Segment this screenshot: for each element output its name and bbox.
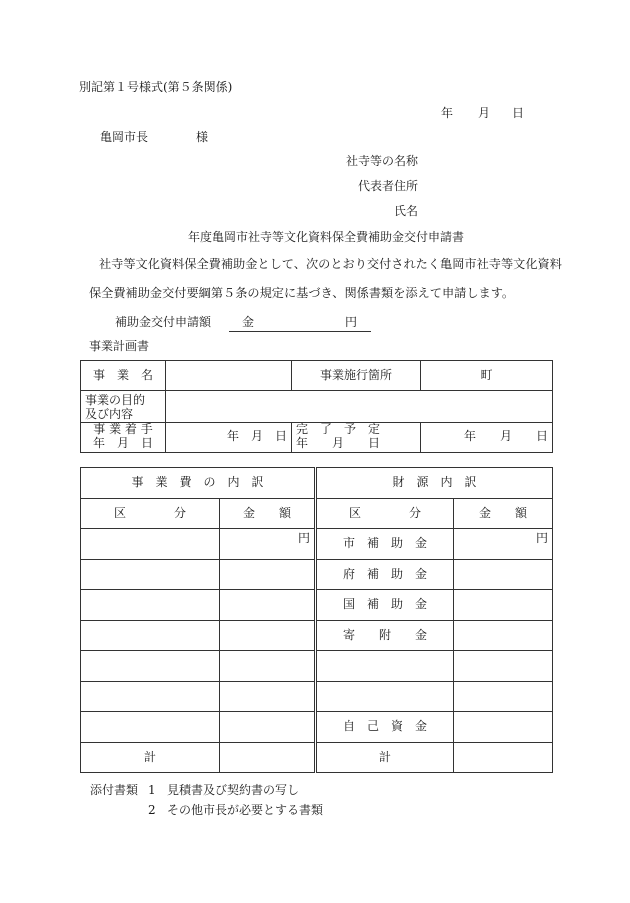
amount-prefix: 金 [242, 315, 255, 329]
amount-unit: 円 [345, 315, 358, 329]
attachment-2-text: その他市長が必要とする書類 [167, 803, 324, 817]
cost-category-cell[interactable] [81, 651, 220, 682]
rep-address-label: 代表者住所 [357, 179, 418, 193]
cost-category-cell[interactable] [81, 712, 220, 743]
cost-amount-header: 金 額 [220, 499, 316, 529]
end-date-cell[interactable]: 年 月 日 [421, 422, 553, 452]
location-cell[interactable] [421, 361, 553, 391]
source-prefecture-subsidy: 府 補 助 金 [316, 560, 454, 590]
source-category-header: 区 分 [316, 499, 454, 529]
cost-total-cell[interactable] [220, 743, 316, 773]
purpose-label [81, 391, 166, 423]
cost-amount-cell[interactable] [220, 529, 316, 560]
project-name-label: 事 業 名 [81, 361, 166, 391]
source-amount-cell[interactable] [454, 682, 553, 712]
cost-amount-cell[interactable] [220, 560, 316, 590]
cost-amount-cell[interactable] [220, 621, 316, 651]
cost-amount-cell[interactable] [220, 712, 316, 743]
amount-label: 補助金交付申請額 [115, 315, 212, 329]
cost-category-cell[interactable] [81, 560, 220, 590]
source-donation: 寄 附 金 [316, 621, 454, 651]
purpose-label-line1: 事業の目的 [85, 393, 146, 407]
purpose-cell[interactable] [166, 391, 553, 423]
addressee-name: 亀岡市長 [100, 130, 149, 144]
budget-table [80, 467, 553, 773]
source-amount-cell[interactable] [454, 590, 553, 621]
source-total-label: 計 [316, 743, 454, 773]
cost-category-cell[interactable] [81, 682, 220, 712]
source-city-subsidy: 市 補 助 金 [316, 529, 454, 560]
form-label: 別記第１号様式(第５条関係) [79, 80, 233, 94]
start-label-line2: 年 月 日 [92, 436, 153, 451]
plan-heading: 事業計画書 [89, 339, 150, 353]
attachment-1-no: 1 [148, 783, 156, 797]
source-amount-header: 金 額 [454, 499, 553, 529]
plan-table [80, 360, 553, 453]
document-title: 年度亀岡市社寺等文化資料保全費補助金交付申請書 [188, 230, 465, 244]
start-label-line1: 事 業 着 手 [93, 422, 153, 437]
cost-category-cell[interactable] [81, 529, 220, 560]
addressee-honorific: 様 [196, 130, 209, 144]
cost-amount-cell[interactable] [220, 590, 316, 621]
cost-amount-cell[interactable] [220, 651, 316, 682]
source-category-cell[interactable] [316, 682, 454, 712]
yen-unit: 円 [536, 531, 549, 545]
start-date-cell[interactable]: 年 月 日 [166, 422, 292, 452]
location-label: 事業施行箇所 [292, 361, 421, 391]
body-text-line2: 保全費補助金交付要綱第５条の規定に基づき、関係書類を添えて申請します。 [89, 286, 515, 300]
source-amount-cell[interactable] [454, 529, 553, 560]
end-label-line2: 年 月 日 [296, 436, 381, 451]
applicant-name-label: 氏名 [393, 204, 418, 218]
location-unit: 町 [480, 367, 493, 382]
yen-unit: 円 [298, 531, 311, 545]
source-category-cell[interactable] [316, 651, 454, 682]
attachments-label: 添付書類 [90, 783, 139, 797]
end-label-line1: 完 了 予 定 [296, 422, 381, 437]
date-month: 月 [478, 106, 491, 120]
cost-amount-cell[interactable] [220, 682, 316, 712]
cost-total-label: 計 [81, 743, 220, 773]
source-amount-cell[interactable] [454, 621, 553, 651]
start-date-label [81, 422, 166, 452]
cost-category-cell[interactable] [81, 621, 220, 651]
attachment-2-no: 2 [148, 803, 156, 817]
cost-breakdown-header: 事 業 費 の 内 訳 [81, 468, 316, 499]
end-date-label [292, 422, 421, 452]
attachment-1-text: 見積書及び契約書の写し [167, 783, 300, 797]
date-day: 日 [512, 106, 525, 120]
date-year: 年 [441, 106, 454, 120]
cost-category-cell[interactable] [81, 590, 220, 621]
source-amount-cell[interactable] [454, 651, 553, 682]
funding-source-header: 財 源 内 訳 [316, 468, 553, 499]
source-amount-cell[interactable] [454, 712, 553, 743]
source-self-fund: 自 己 資 金 [316, 712, 454, 743]
project-name-cell[interactable] [166, 361, 292, 391]
source-national-subsidy: 国 補 助 金 [316, 590, 454, 621]
purpose-label-line2: 及び内容 [85, 406, 134, 421]
org-name-label: 社寺等の名称 [345, 154, 418, 168]
cost-category-header: 区 分 [81, 499, 220, 529]
source-amount-cell[interactable] [454, 560, 553, 590]
source-total-cell[interactable] [454, 743, 553, 773]
amount-field[interactable] [229, 316, 371, 332]
body-text-line1: 社寺等文化資料保全費補助金として、次のとおり交付されたく亀岡市社寺等文化資料 [99, 257, 562, 271]
